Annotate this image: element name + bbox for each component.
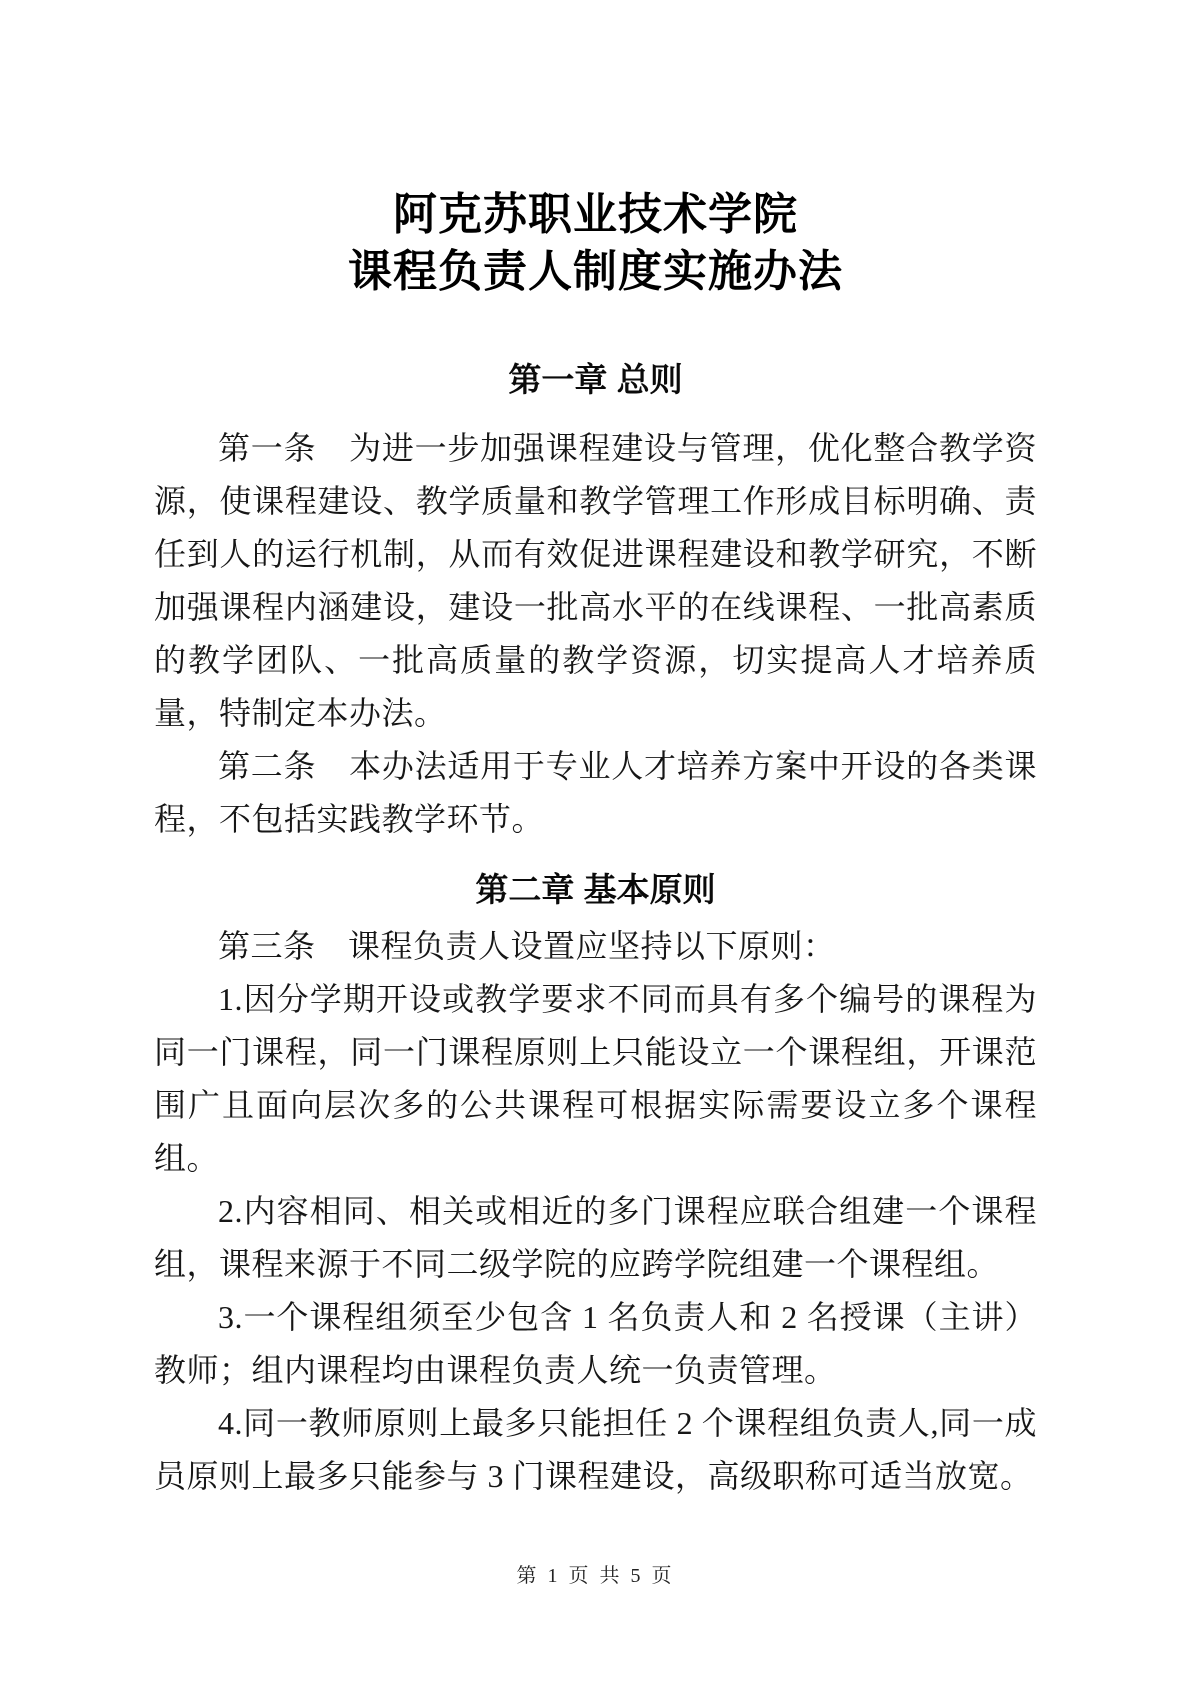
chapter-1-body bbox=[154, 422, 1037, 846]
paragraph-article-1: 第一条 为进一步加强课程建设与管理，优化整合教学资源，使课程建设、教学质量和教学管理工作形成目标明确、责任到人的运行机制，从而有效促进课程建设和教学研究，不断加强课程内涵建设，建设一批高水平的在线课程、一批高素质的教学团队、一批高质量的教学资源，切实提高人才培养质量，特制定本办法。 bbox=[154, 430, 1037, 731]
page-number: 第 1 页 共 5 页 bbox=[516, 1565, 675, 1587]
paragraph-article-2: 第二条 本办法适用于专业人才培养方案中开设的各类课程，不包括实践教学环节。 bbox=[154, 748, 1037, 837]
paragraph-article-3: 第三条 课程负责人设置应坚持以下原则： bbox=[218, 928, 836, 964]
chapter-2-heading: 第二章 基本原则 bbox=[475, 871, 716, 908]
paragraph-rule-3: 3.一个课程组须至少包含 1 名负责人和 2 名授课（主讲）教师；组内课程均由课程负责人统一负责管理。 bbox=[154, 1299, 1037, 1388]
chapter-1-heading: 第一章 总则 bbox=[508, 361, 683, 398]
paragraph-rule-1: 1.因分学期开设或教学要求不同而具有多个编号的课程为同一门课程，同一门课程原则上只能设立一个课程组，开课范围广且面向层次多的公共课程可根据实际需要设立多个课程组。 bbox=[154, 981, 1037, 1176]
document-title-line-1: 阿克苏职业技术学院 bbox=[393, 190, 798, 239]
document-title bbox=[154, 186, 1037, 300]
chapter-2-body bbox=[154, 920, 1037, 1503]
paragraph-rule-2: 2.内容相同、相关或相近的多门课程应联合组建一个课程组，课程来源于不同二级学院的应跨学院组建一个课程组。 bbox=[154, 1193, 1037, 1282]
document-title-line-2: 课程负责人制度实施办法 bbox=[348, 247, 843, 296]
paragraph-rule-4: 4.同一教师原则上最多只能担任 2 个课程组负责人,同一成员原则上最多只能参与 3 门课程建设，高级职称可适当放宽。 bbox=[154, 1405, 1037, 1494]
